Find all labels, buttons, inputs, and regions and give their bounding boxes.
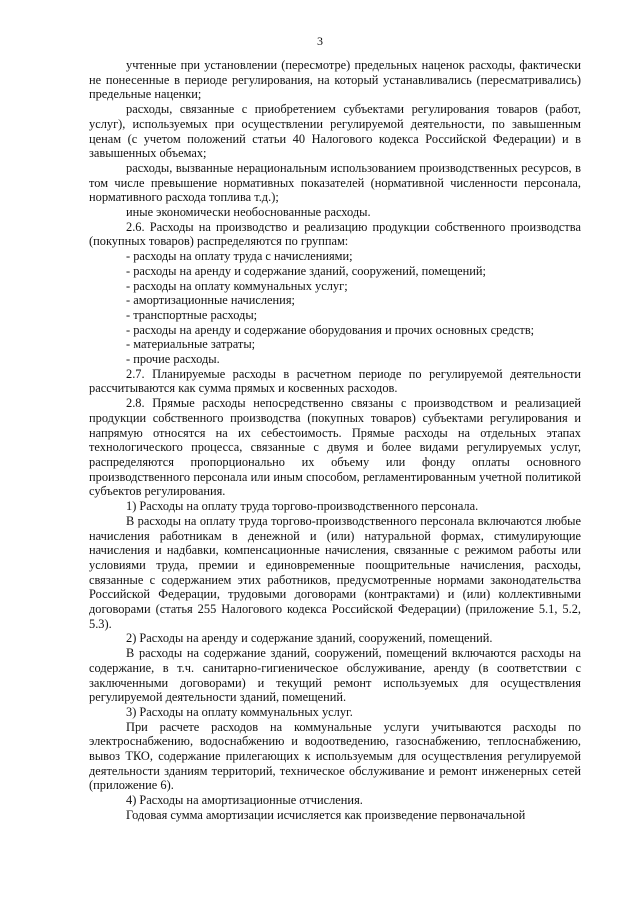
document-body — [89, 58, 581, 823]
paragraph: расходы, связанные с приобретением субъектами регулирования товаров (работ, услуг), используемых при осуществлении регулируемой деятельности, по завышенным ценам (с учетом положений статьи 40 Налогового кодекса Российской Федерации) и в завышенных объемах; — [89, 102, 581, 161]
list-item: - материальные затраты; — [126, 337, 256, 352]
list-item: - расходы на аренду и содержание оборудования и прочих основных средств; — [126, 322, 535, 337]
section-heading: 1) Расходы на оплату труда торгово-производственного персонала. — [126, 499, 479, 514]
section-heading: 4) Расходы на амортизационные отчисления. — [126, 793, 363, 808]
list-item: - транспортные расходы; — [126, 307, 258, 322]
page-number: 3 — [317, 34, 323, 48]
paragraph: 2.6. Расходы на производство и реализацию продукции собственного производства (покупных товаров) распределяются по группам: — [89, 219, 581, 249]
section-heading: 2) Расходы на аренду и содержание зданий, сооружений, помещений. — [126, 631, 493, 646]
list-item: - прочие расходы. — [126, 352, 220, 367]
paragraph: иные экономически необоснованные расходы. — [126, 205, 371, 220]
paragraph: расходы, вызванные нерациональным использованием производственных ресурсов, в том числе превышение нормативных показателей (нормативной численности персонала, нормативного расхода топлива т.д.); — [89, 160, 581, 205]
section-heading: 3) Расходы на оплату коммунальных услуг. — [126, 704, 353, 719]
paragraph: 2.8. Прямые расходы непосредственно связаны с производством и реализацией продукции собственного производства (покупных товаров) субъектами регулирования и напрямую относятся на их себестоимость. Прямые расходы на отдельных этапах технологического процесса, связанные с двумя и более видами регулируемых услуг, распределяются пропорционально их объему или фонду оплаты основного производственного персонала или иным способом, регламентированным учетной политикой субъектов регулирования. — [89, 396, 581, 499]
paragraph: При расчете расходов на коммунальные услуги учитываются расходы по электроснабжению, водоснабжению и водоотведению, газоснабжению, теплоснабжению, вывоз ТКО, содержание прилегающих к используемым для осуществления регулируемой деятельности зданиям территорий, техническое обслуживание и ремонт инженерных сетей (приложение 6). — [89, 719, 581, 793]
list-item: - расходы на аренду и содержание зданий, сооружений, помещений; — [126, 263, 486, 278]
paragraph: В расходы на содержание зданий, сооружений, помещений включаются расходы на содержание, в т.ч. санитарно-гигиеническое обслуживание, аренду (в соответствии с заключенными договорами) и текущий ремонт используемых для осуществления регулируемой деятельности зданий, помещений. — [89, 646, 581, 705]
list-item: - расходы на оплату труда с начислениями; — [126, 249, 353, 264]
paragraph: 2.7. Планируемые расходы в расчетном периоде по регулируемой деятельности рассчитываются как сумма прямых и косвенных расходов. — [89, 366, 581, 396]
list-item: - расходы на оплату коммунальных услуг; — [126, 278, 348, 293]
paragraph: учтенные при установлении (пересмотре) предельных наценок расходы, фактически не понесенные в периоде регулирования, на который устанавливались (пересматривались) предельные наценки; — [89, 58, 581, 102]
paragraph: Годовая сумма амортизации исчисляется как произведение первоначальной — [126, 807, 526, 822]
list-item: - амортизационные начисления; — [126, 293, 295, 308]
paragraph: В расходы на оплату труда торгово-производственного персонала включаются любые начисления работникам в денежной и (или) натуральной формах, стимулирующие начисления и надбавки, компенсационные начисления, связанные с режимом работы или условиями труда, премии и единовременные поощрительные начисления, расходы, связанные с содержанием этих работников, предусмотренные нормами законодательства Российской Федерации, трудовыми договорами (контрактами) и (или) коллективными договорами (статья 255 Налогового кодекса Российской Федерации) (приложение 5.1, 5.2, 5.3). — [89, 513, 581, 631]
